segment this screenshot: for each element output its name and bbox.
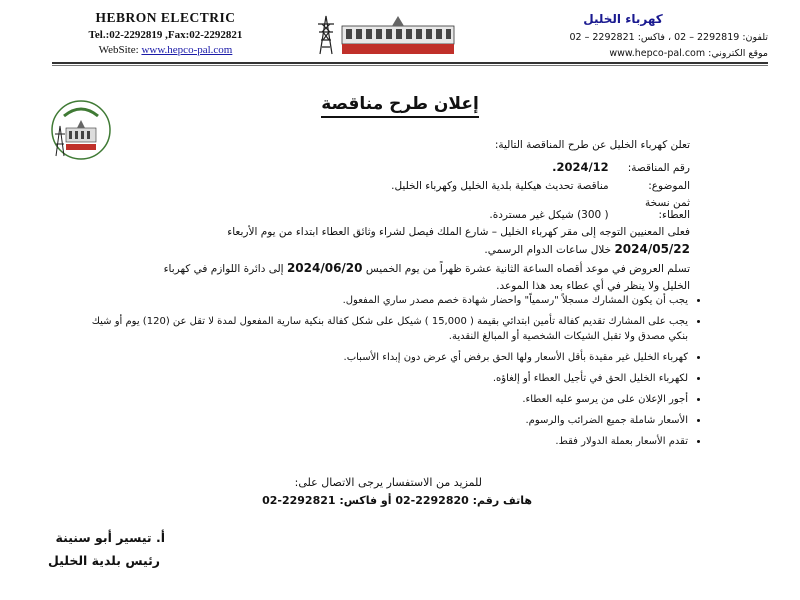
signatory-title: رئيس بلدية الخليل <box>47 553 160 568</box>
website-ar: موقع الكتروني: www.hepco-pal.com <box>609 48 768 59</box>
contact-inquiry: للمزيد من الاستفسار يرجى الاتصال على: <box>294 476 482 489</box>
intro-text: تعلن كهرباء الخليل عن طرح المناقصة التالية: <box>494 139 690 151</box>
field-value: مناقصة تحديث هيكلية بلدية الخليل وكهرباء الخليل. <box>391 180 609 192</box>
submission-deadline-text: تسلم العروض في موعد أقصاه الساعة الثانية عشرة ظهراً من يوم الخميس <box>365 263 690 275</box>
conditions-list <box>88 293 706 455</box>
field-copy-price <box>489 197 690 221</box>
field-label: رقم المناقصة: <box>627 162 690 174</box>
header-divider <box>52 62 768 64</box>
list-item: • كهرباء الخليل غير مقيدة بأقل الأسعار ولها الحق برفض أي عرض دون إبداء الأسباب. <box>88 350 688 365</box>
field-value: ( 300) شيكل غير مستردة. <box>489 209 609 221</box>
purchase-line-1: فعلى المعنيين التوجه إلى مقر كهرباء الخليل – شارع الملك فيصل لشراء وثائق العطاء ابتداء من يوم الأربعاء <box>227 226 690 238</box>
website-en <box>58 44 273 56</box>
purchase-paragraph <box>90 224 690 259</box>
header-english-block <box>58 10 273 56</box>
document-title <box>0 94 800 114</box>
hebron-municipality-logo <box>50 98 112 162</box>
submission-paragraph <box>90 260 690 295</box>
header-arabic-block <box>478 12 768 59</box>
tel-fax-ar: تلفون: 2292819 – 02 ، فاكس: 2292821 – 02 <box>569 32 768 43</box>
field-tender-number <box>552 160 690 174</box>
document-title-text: إعلان طرح مناقصة <box>321 94 479 118</box>
submission-department: إلى دائرة اللوازم في كهرباء <box>163 263 284 275</box>
submission-deadline-date: 2024/06/20 <box>286 261 363 275</box>
list-item: • يجب أن يكون المشارك مسجلاً "رسمياً" واحضار شهادة خصم مصدر ساري المفعول. <box>88 293 688 308</box>
submission-line-1 <box>90 260 690 278</box>
website-link-en[interactable]: www.hepco-pal.com <box>141 44 233 56</box>
purchase-start-date: 2024/05/22 <box>614 242 690 256</box>
list-item: • لكهرباء الخليل الحق في تأجيل العطاء أو إلغاؤه. <box>88 371 688 386</box>
field-subject <box>391 180 690 192</box>
list-item: • أجور الإعلان على من يرسو عليه العطاء. <box>88 392 688 407</box>
field-label: ثمن نسخة العطاء: <box>644 197 690 221</box>
signatory-name: أ. تيسير أبو سنينة <box>55 530 165 545</box>
field-label: الموضوع: <box>648 180 690 192</box>
contact-phone-fax: هاتف رقم: 2292820-02 أو فاكس: 2292821-02 <box>262 494 532 507</box>
website-label-en: WebSite: <box>98 44 142 56</box>
tel-fax-en: Tel.:02-2292819 ,Fax:02-2292821 <box>88 29 243 41</box>
field-value: 2024/12. <box>552 160 609 174</box>
header-divider-thin <box>52 65 768 66</box>
list-item: • الأسعار شاملة جميع الضرائب والرسوم. <box>88 413 688 428</box>
list-item: • يجب على المشارك تقديم كفالة تأمين ابتدائي بقيمة ( 15,000 ) شيكل على شكل كفالة بنكية سارية المفعول لمدة لا تقل عن (120) يوم أو شيك بنكي مصدق ولا تقبل الشيكات الشخصية أو المبالغ النقدية. <box>88 314 688 344</box>
purchase-line-2 <box>90 241 690 259</box>
hebron-electric-logo <box>312 12 460 56</box>
purchase-hours: خلال ساعات الدوام الرسمي. <box>484 244 612 256</box>
company-name-ar: كهرباء الخليل <box>583 12 663 26</box>
submission-line-2: الخليل ولا ينظر في أي عطاء بعد هذا الموعد. <box>496 280 690 292</box>
list-item: • تقدم الأسعار بعملة الدولار فقط. <box>88 434 688 449</box>
company-name-en: HEBRON ELECTRIC <box>95 10 236 25</box>
